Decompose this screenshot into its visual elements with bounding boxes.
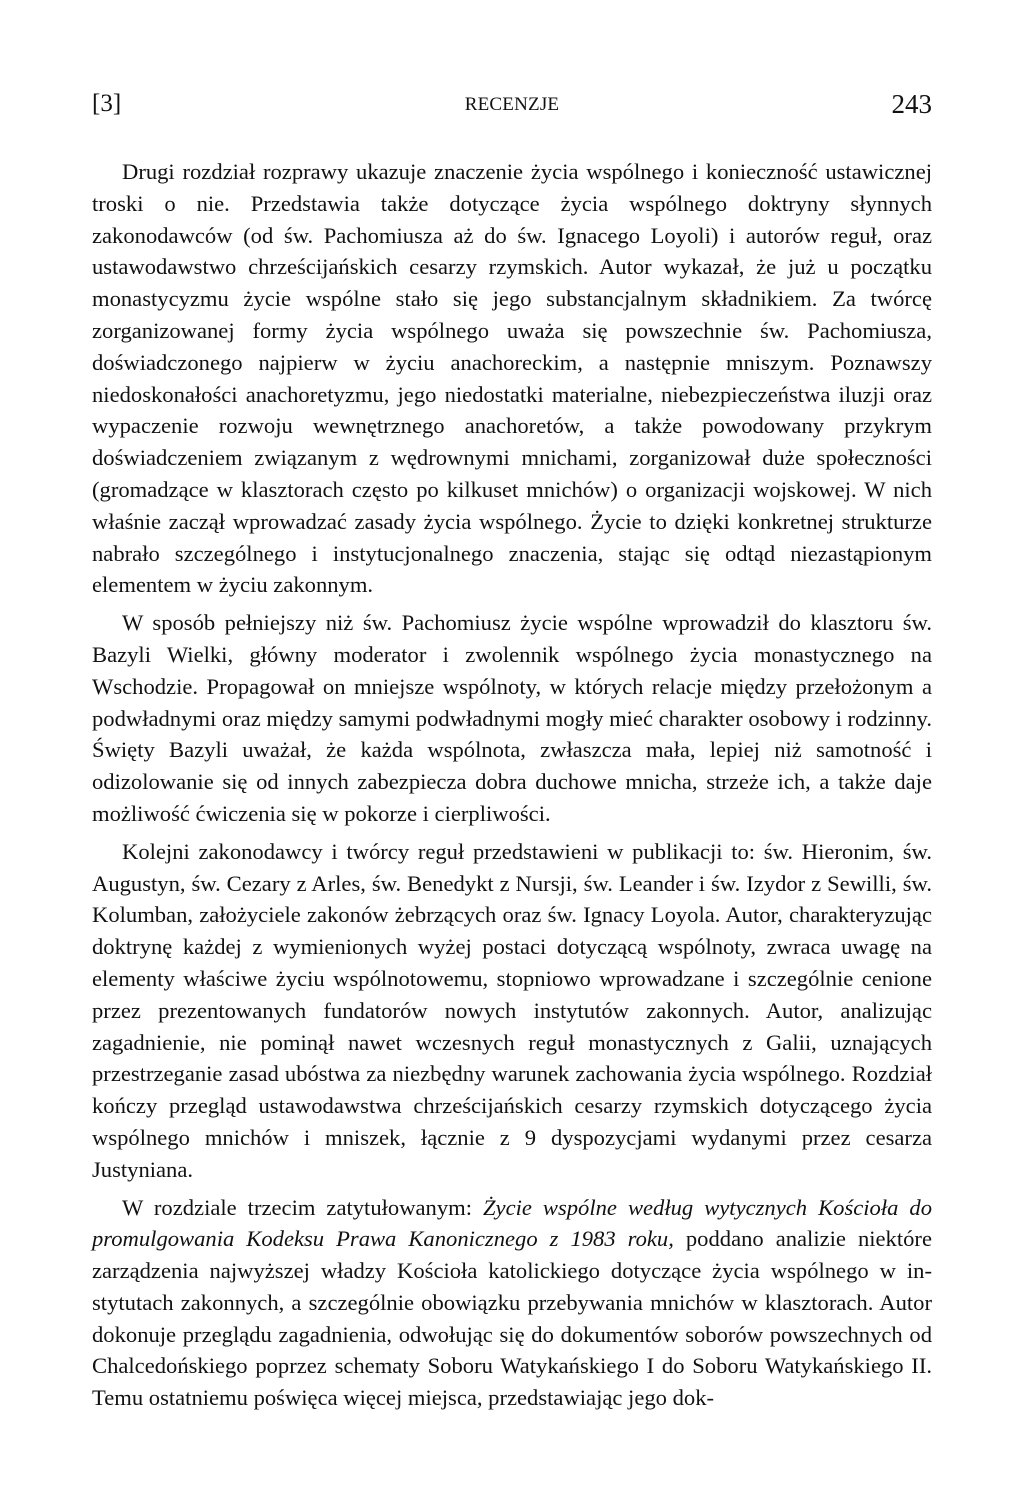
section-number: [3]	[92, 90, 122, 117]
chapter-title: Życie wspólne według wytycznych Kościoła do promulgowania Kodeksu Prawa Kanonicznego z 1983 roku,	[92, 1194, 932, 1252]
paragraph-4	[92, 1192, 932, 1415]
running-head	[92, 86, 932, 122]
paragraph-2: W sposób pełniejszy niż św. Pachomiusz życie wspólne wprowadził do klasztoru św. Bazyli Wielki, główny moderator i zwolennik wspólnego życia monastycznego na Wschodzie. Propagował on mniejsze wspólnoty, w których relacje między przełożonym a podwładnymi oraz między samymi podwładnymi mogły mieć charakter osobowy i rodzinny. Święty Bazyli uważał, że każda wspólnota, zwłaszcza mała, lepiej niż samotność i odizolowanie się od innych zabezpiecza dobra duchowe mnicha, strzeże ich, a także daje możliwość ćwiczenia się w pokorze i cierpliwości.	[92, 610, 932, 826]
paragraph-3: Kolejni zakonodawcy i twórcy reguł przedstawieni w publikacji to: św. Hieronim, św. Augustyn, św. Cezary z Arles, św. Benedykt z Nursji, św. Leander i św. Izydor z Sewilli, św. Kolumban, założyciele zakonów żebrzących oraz św. Ignacy Loyola. Autor, charakteryzując doktrynę każdej z wymienionych wyżej postaci dotyczącą wspólnoty, zwraca uwagę na elementy właściwe życiu wspólnotowemu, stopniowo wprowadzane i szczególnie cenione przez prezentowanych fundatorów nowych instytutów zakonnych. Autor, analizując zagadnienie, nie pominął nawet wczesnych reguł monastycznych z Galii, uznających przestrzeganie zasad ubóstwa za niezbędny warunek zachowania życia wspólnego. Rozdział kończy przegląd ustawodawstwa chrześcijańskich cesarzy rzymskich dotyczącego życia wspólnego mnichów i mniszek, łącznie z 9 dyspozycjami wydanymi przez cesarza Justyniana.	[92, 838, 932, 1182]
section-title: RECENZJE	[464, 94, 560, 115]
page-number: 243	[891, 89, 932, 119]
body-text	[92, 156, 932, 1414]
paragraph-4-rest: poddano analizie niektóre zarządzenia najwyższej władzy Kościoła katolickiego dotyczące życia wspólnego w instytutach zakonnych, a szczególnie obowiązku przebywania mnichów w klasztorach. Autor dokonuje przeglądu zagadnienia, odwołując się do dokumentów soborów powszechnych od Chalcedońskiego poprzez schematy Soboru Watykańskiego I do Soboru Watykańskiego II. Temu ostatniemu poświęca więcej miejsca, przedstawiając jego dok-	[92, 1226, 932, 1411]
paragraph-4-lead: W rozdziale trzecim zatytułowanym:	[122, 1194, 483, 1220]
paragraph-1: Drugi rozdział rozprawy ukazuje znaczenie życia wspólnego i konieczność ustawicznej troski o nie. Przedstawia także dotyczące życia wspólnego doktryny słynnych zakonodawców (od św. Pachomiusza aż do św. Ignacego Loyoli) i autorów reguł, oraz ustawodawstwo chrześcijańskich cesarzy rzymskich. Autor wykazał, że już u początku monastycyzmu życie wspólne stało się jego substancjalnym składnikiem. Za twórcę zorganizowanej formy życia wspólnego uważa się powszechnie św. Pachomiusza, doświadczonego najpierw w życiu anachoreckim, a następnie mniszym. Poznawszy niedoskonałości anachoretyzmu, jego niedostatki materialne, niebezpieczeństwa iluzji oraz wypaczenie rozwoju wewnętrznego anachoretów, a także powodowany przykrym doświadczeniem związanym z wędrownymi mnichami, zorganizował duże społeczności (gromadzące w klasztorach często po kilkuset mnichów) o organizacji wojskowej. W nich właśnie zaczął wprowadzać zasady życia wspólnego. Życie to dzięki konkretnej strukturze nabrało szczególnego i instytucjonalnego znaczenia, stając się odtąd niezastąpionym elementem w życiu zakonnym.	[92, 159, 932, 598]
